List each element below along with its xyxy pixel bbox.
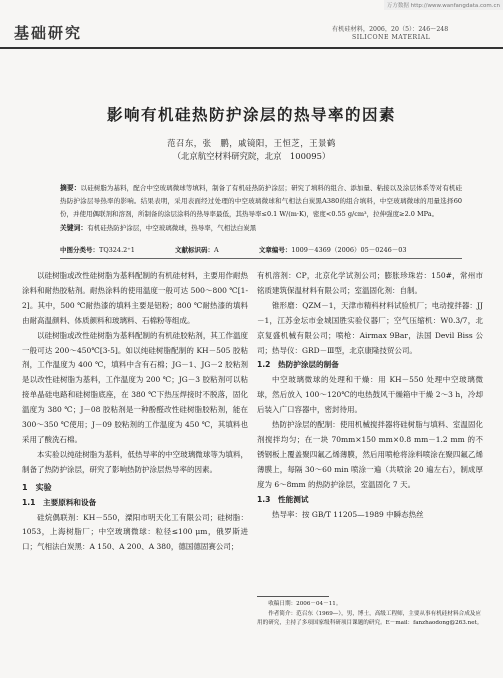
- watermark: 万方数据 http://www.wanfangdata.com.cn: [384, 0, 503, 10]
- doc-code-value: A: [214, 246, 219, 254]
- materials-continued: 有机溶剂：CP，北京化学试剂公司；膨胀珍珠岩：150#，常州市铭质建筑保温材料有限公司；室温固化剂：自制。: [257, 271, 483, 295]
- footnote: [257, 600, 483, 629]
- authors: 范召东，张 鹏，戚镜阳，王恒芝，王景鹤: [167, 138, 336, 148]
- header-rule: [0, 47, 503, 49]
- abstract-divider: [60, 258, 462, 259]
- clc-value: TQ324.2⁺1: [99, 246, 135, 254]
- article-no-label: 文章编号：: [258, 246, 292, 254]
- keywords-label: 关键词：: [60, 223, 88, 232]
- left-column: [22, 269, 248, 555]
- affiliation: （北京航空材料研究院，北京 100095）: [172, 151, 331, 161]
- abstract-label: 摘要：: [60, 184, 81, 192]
- equipment-paragraph: 锥形磨：QZM－1，天津市精科材料试验机厂；电动搅拌器：JJ－1，江苏金坛市金城国胜实验仪器厂；空气压缩机：W0.3/7，北京复盛机械有限公司；喷枪：Airmax 9Bar，法国 Devil Biss 公司；热导仪：GRD－Ⅲ型，北京康隆技贸公司。: [257, 300, 483, 355]
- abstract-text: 以硅树脂为基料，配合中空玻璃微球等填料，制备了有机硅热防护涂层；研究了填料的组合、添加量、粘接以及涂层体系等对有机硅热防护涂层导热率的影响。结果表明，采用表面经过处理的中空玻璃微球和气相法白炭黑A380的组合填料，中空玻璃微球的用量选择60份，并使用偶联剂和溶剂，所制备的涂层涂料的热导率最低，其热导率≤0.1 W/(m·K)，密度<0.55 g/cm³，拉伸强度≥2.0 MPa。: [60, 184, 463, 219]
- testing-paragraph: 热导率：按 GB/T 11205—1989 中瞬态热丝: [272, 509, 424, 519]
- abstract-block: [60, 182, 462, 235]
- clc-label: 中图分类号：: [60, 246, 99, 254]
- microsphere-treatment-paragraph: 中空玻璃微球的处理和干燥：用 KH－550 处理中空玻璃微球，然后放入 100～120℃的电热鼓风干燥箱中干燥 2～3 h，冷却后装入广口容器中，密封待用。: [257, 375, 483, 415]
- right-column: [257, 269, 483, 522]
- subsection-heading-materials: 1.1 主要原料和设备: [22, 497, 97, 507]
- author-bio: 作者简介：范召东（1969—），男，博士，高级工程师，主要从事有机硅材料合成及应用的研究，主持了多项国家级科研项目课题的研究。E－mail：fanzhaodong@263.net。: [257, 610, 483, 627]
- journal-name-en: SILICONE MATERIAL: [352, 34, 431, 41]
- subsection-heading-preparation: 1.2 热防护涂层的制备: [257, 360, 339, 370]
- intro-paragraph-1: 以硅树脂或改性硅树脂为基料配制的有机硅材料，主要用作耐热涂料和耐热胶粘剂。耐热涂料的使用温度一般可达 500～800 ℃[1-2]。其中，500 ℃耐热漆的填料主要是铝粉；800 ℃耐热漆的填料由耐高温颜料、体质颜料和玻璃料、石棉粉等组成。: [22, 271, 248, 325]
- received-date: 收稿日期：2006－04－11。: [268, 601, 342, 607]
- paper-title: 影响有机硅热防护涂层的热导率的因素: [106, 106, 396, 124]
- materials-paragraph: 硅烷偶联剂：KH－550，溧阳市明天化工有限公司；硅树脂：1053，上海树脂厂；中空玻璃微球：粒径≤100 μm，俄罗斯进口；气相法白炭黑：A 150、A 200、A 380，德国德固赛公司；: [22, 512, 248, 552]
- journal-citation: 有机硅材料，2006，20（5）：246～248: [332, 26, 449, 33]
- doc-code-label: 文献标识码：: [175, 246, 214, 254]
- section-label: 基础研究: [14, 24, 83, 42]
- intro-paragraph-2: 以硅树脂或改性硅树脂为基料配制的有机硅胶粘剂，其工作温度一般可达 200～450℃[3-5]。如以纯硅树脂配制的 KH－505 胶粘剂，工作温度为 400 ℃，填料中含有石棉；JG－1、JG－2 胶粘剂是以改性硅树脂为基料，工作温度为 200 ℃；JG－3 胶粘剂可以粘接单晶硅电路和硅树脂底座，在 380 ℃下热压焊接时不脱落，固化温度为 380 ℃；J－08 胶粘剂是一种酚醛改性硅树脂胶粘剂，能在 300～350 ℃使用；J－09 胶粘剂的工作温度为 450 ℃，其填料也采用了酸洗石棉。: [22, 330, 248, 444]
- footnote-rule: [257, 596, 329, 597]
- intro-paragraph-3: 本实验以纯硅树脂为基料，低热导率的中空玻璃微球等为填料，制备了热防护涂层，研究了影响热防护涂层热导率的因素。: [22, 449, 248, 474]
- section-heading-experiment: 1 实验: [22, 482, 52, 492]
- subsection-heading-testing: 1.3 性能测试: [257, 494, 309, 504]
- keywords-text: 有机硅热防护涂层，中空玻璃微球，热导率，气相法白炭黑: [87, 223, 257, 232]
- article-no-value: 1009－4369（2006）05－0246－03: [291, 246, 407, 254]
- coating-preparation-paragraph: 热防护涂层的配制：使用机械搅拌器将硅树脂与填料、室温固化剂搅拌均匀；在一块 70mm×150 mm×0.8 mm－1.2 mm 的不锈钢板上覆盖聚四氟乙烯薄膜，然后用喷枪将涂料喷涂在聚四氟乙烯薄膜上，每隔 30～60 min 喷涂一遍（共喷涂 20 遍左右），制成厚度为 6～8mm 的热防护涂层，室温固化 7 天。: [257, 420, 483, 489]
- classification-row: [60, 245, 407, 254]
